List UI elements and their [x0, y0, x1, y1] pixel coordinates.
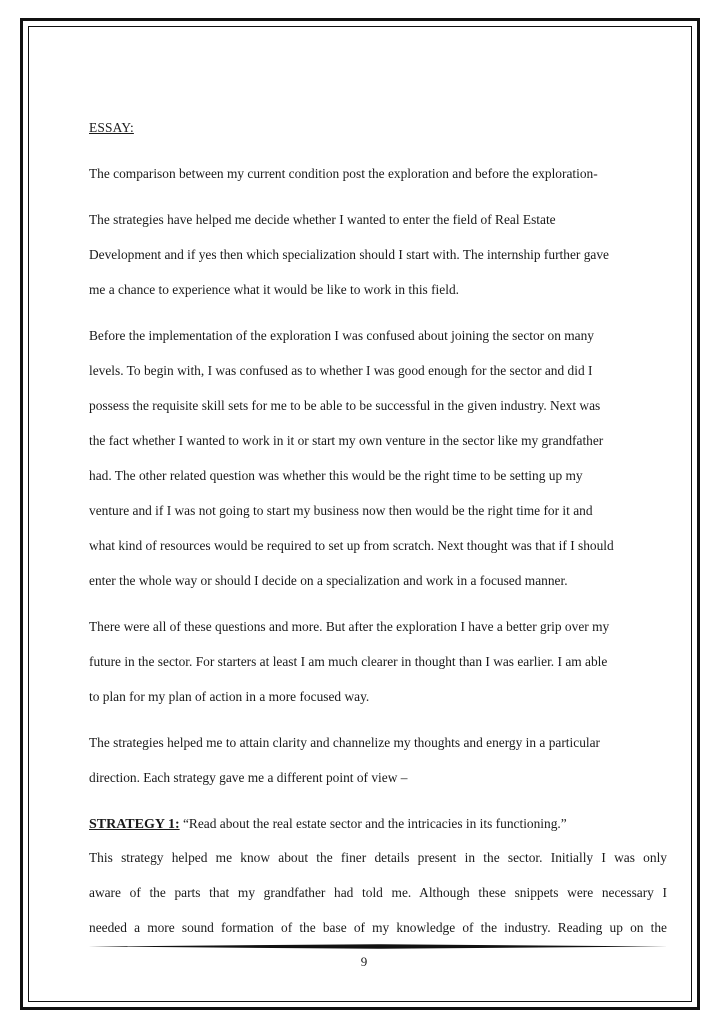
paragraph-line: There were all of these questions and more. But after the exploration I have a better grip over my — [89, 619, 610, 634]
paragraph-line: the fact whether I wanted to work in it or start my own venture in the sector like my grandfather — [89, 433, 604, 448]
paragraph-line: future in the sector. For starters at least I am much clearer in thought than I was earlier. I am able — [89, 654, 608, 669]
strategy-label: STRATEGY 1: — [89, 817, 180, 832]
paragraph-line: to plan for my plan of action in a more focused way. — [89, 689, 370, 704]
paragraph-line: levels. To begin with, I was confused as to whether I was good enough for the sector and did I — [89, 363, 593, 378]
paragraph-line: direction. Each strategy gave me a different point of view – — [89, 770, 408, 785]
paragraph-line: enter the whole way or should I decide on a specialization and work in a focused manner. — [89, 573, 568, 588]
paragraph-line: possess the requisite skill sets for me to be able to be successful in the given industry. Next was — [89, 398, 601, 413]
essay-heading: ESSAY: — [89, 120, 134, 135]
paragraph-line: Before the implementation of the exploration I was confused about joining the sector on many — [89, 328, 594, 343]
paragraph-line: aware of the parts that my grandfather had told me. Although these snippets were necessary I — [89, 885, 667, 900]
paragraph-line: The strategies helped me to attain clarity and channelize my thoughts and energy in a particular — [89, 735, 601, 750]
paragraph-line: had. The other related question was whether this would be the right time to be setting up my — [89, 468, 583, 483]
paragraph-line: needed a more sound formation of the base of my knowledge of the industry. Reading up on the — [89, 920, 667, 935]
paragraph-line: The strategies have helped me decide whether I wanted to enter the field of Real Estate — [89, 212, 556, 227]
paragraph-line: venture and if I was not going to start my business now then would be the right time for it and — [89, 503, 593, 518]
paragraph-line: Development and if yes then which specialization should I start with. The internship further gave — [89, 247, 609, 262]
paragraph-line: me a chance to experience what it would be like to work in this field. — [89, 282, 459, 297]
footer-rule — [88, 944, 668, 949]
strategy-quote: “Read about the real estate sector and the intricacies in its functioning.” — [182, 816, 567, 831]
paragraph-line: what kind of resources would be required to set up from scratch. Next thought was that if I should — [89, 538, 614, 553]
page-number: 9 — [360, 954, 368, 969]
paragraph-line: This strategy helped me know about the finer details present in the sector. Initially I was only — [89, 850, 667, 865]
paragraph-line: The comparison between my current condition post the exploration and before the exploration- — [89, 166, 598, 181]
strategy-heading — [89, 815, 567, 834]
